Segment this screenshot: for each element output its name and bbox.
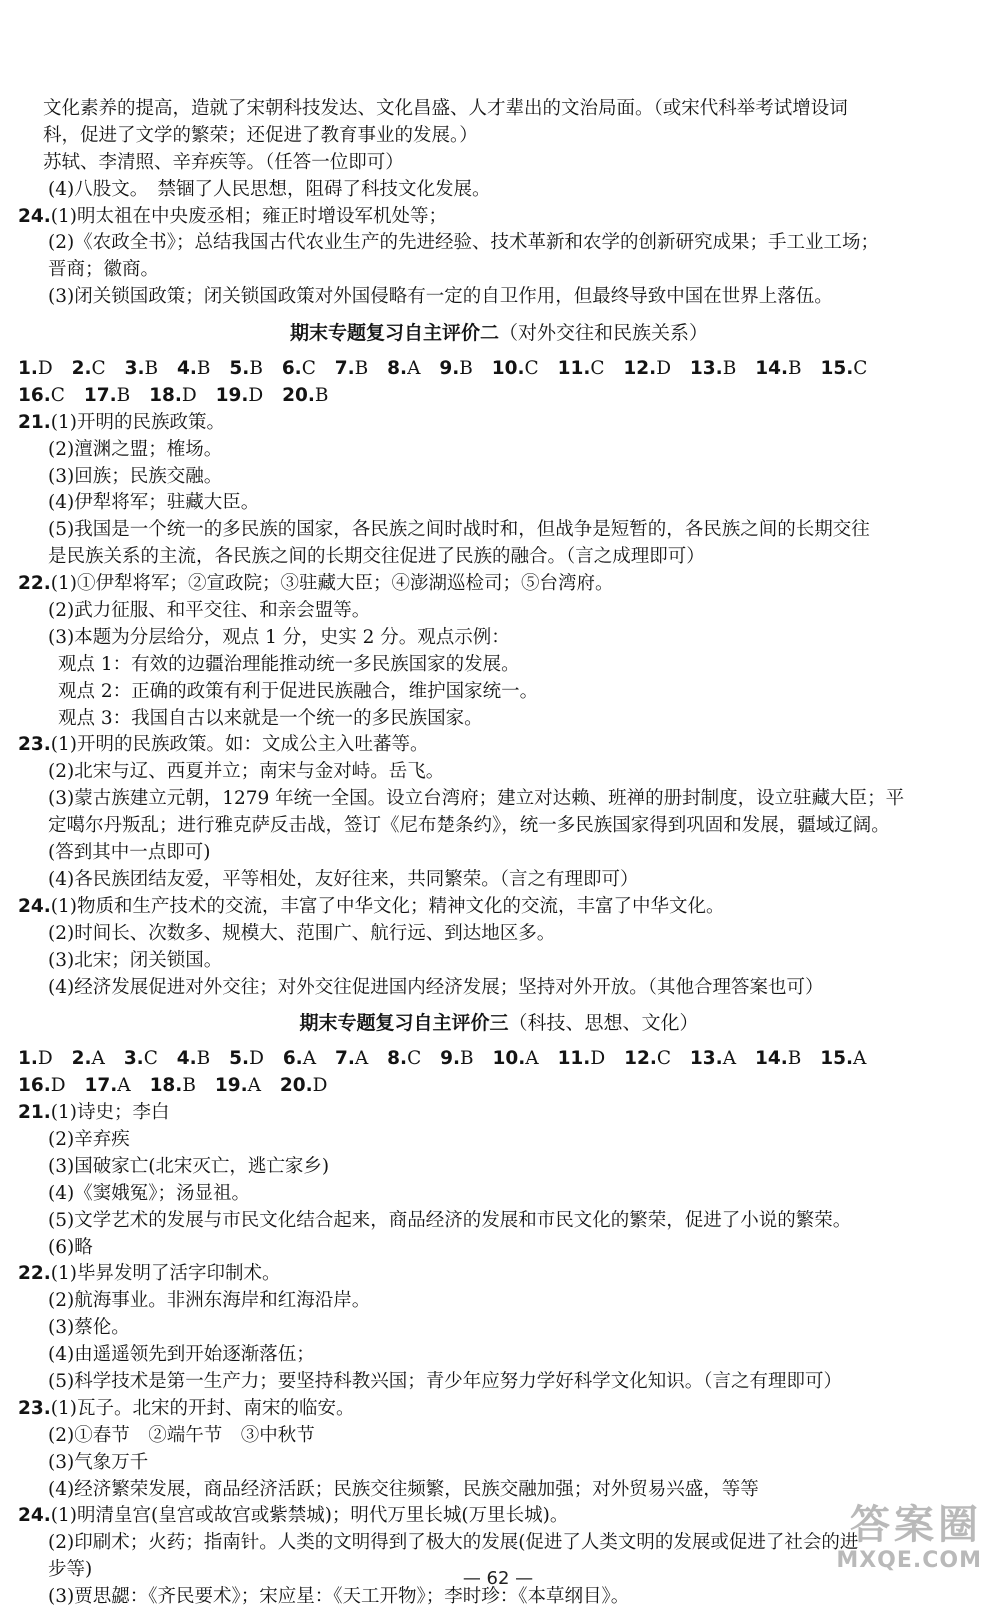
question-23-first-line: 23.(1)开明的民族政策。如：文成公主入吐蕃等。 — [18, 734, 429, 756]
text-line: (4)由遥遥领先到开始逐渐落伍； — [48, 1344, 315, 1366]
text-line: (6)略 — [48, 1236, 93, 1258]
question-24-first-line: 24.(1)物质和生产技术的交流，丰富了中华文化；精神文化的交流，丰富了中华文化。 — [18, 895, 725, 917]
text-line: (3)气象万千 — [48, 1451, 149, 1473]
text-line: (2)《农政全书》；总结我国古代农业生产的先进经验、技术革新和农学的创新研究成果；手工业工场； — [48, 232, 879, 254]
text-line: (5)我国是一个统一的多民族的国家，各民族之间时战时和，但战争是短暂的，各民族之间的长期交往 — [48, 519, 870, 541]
text-line: (答到其中一点即可) — [48, 842, 211, 864]
text-line: (2)①春节 ②端午节 ③中秋节 — [48, 1424, 315, 1446]
text-line: 苏轼、李清照、辛弃疾等。（任答一位即可） — [43, 151, 404, 173]
question-number: 24. — [18, 205, 51, 227]
watermark-logo-text: 答案圈 — [850, 1502, 982, 1548]
text-line: 定噶尔丹叛乱；进行雅克萨反击战，签订《尼布楚条约》，统一多民族国家得到巩固和发展，疆域辽阔。 — [48, 815, 890, 837]
text-line: 是民族关系的主流，各民族之间的长期交往促进了民族的融合。（言之成理即可） — [48, 546, 705, 568]
watermark-domain: MXQE.COM — [836, 1548, 982, 1573]
section-subtitle: （对外交往和民族关系） — [499, 322, 709, 345]
text-line: (4)《窦娥冤》；汤显祖。 — [48, 1182, 250, 1204]
text-line: (4)经济发展促进对外交往；对外交往促进国内经济发展；坚持对外开放。（其他合理答案也可） — [48, 976, 824, 998]
mc-answers-row: 16.D 17.A 18.B 19.A 20.D — [18, 1075, 328, 1097]
text-line: 步等) — [48, 1559, 93, 1581]
text-line: (2)澶渊之盟；榷场。 — [48, 438, 223, 460]
section-2-heading — [18, 320, 980, 347]
text-line: 科，促进了文学的繁荣；还促进了教育事业的发展。） — [43, 124, 478, 146]
question-23-first-line: 23.(1)瓦子。北宋的开封、南宋的临安。 — [18, 1397, 355, 1419]
text-line: (2)武力征服、和平交往、和亲会盟等。 — [48, 600, 371, 622]
text-line: 文化素养的提高，造就了宋朝科技发达、文化昌盛、人才辈出的文治局面。（或宋代科举考试增设词 — [43, 98, 848, 119]
question-24-first-line: 24.(1)明太祖在中央废丞相；雍正时增设军机处等； — [18, 205, 447, 227]
text-line: (2)航海事业。非洲东海岸和红海沿岸。 — [48, 1290, 371, 1312]
text-line: 观点 3：我国自古以来就是一个统一的多民族国家。 — [58, 707, 483, 729]
mc-answers-row: 16.C 17.B 18.D 19.D 20.B — [18, 384, 329, 406]
text-line: (3)蔡伦。 — [48, 1317, 130, 1339]
section-title: 期末专题复习自主评价二 — [289, 322, 499, 345]
watermark — [836, 1502, 982, 1573]
section-3-heading — [18, 1010, 980, 1037]
question-22-first-line: 22.(1)①伊犁将军；②宣政院；③驻藏大臣；④澎湖巡检司；⑤台湾府。 — [18, 573, 614, 595]
text-line: 观点 2：正确的政策有利于促进民族融合，维护国家统一。 — [58, 680, 539, 702]
text-line: (2)北宋与辽、西夏并立；南宋与金对峙。岳飞。 — [48, 761, 445, 783]
text-line: (3)国破家亡(北宋灭亡，逃亡家乡) — [48, 1155, 330, 1177]
text-line: (4)经济繁荣发展，商品经济活跃；民族交往频繁，民族交融加强；对外贸易兴盛，等等 — [48, 1478, 759, 1500]
text-line: (5)科学技术是第一生产力；要坚持科教兴国；青少年应努力学好科学文化知识。（言之有理即可） — [48, 1370, 842, 1392]
question-22-first-line: 22.(1)毕昇发明了活字印制术。 — [18, 1263, 281, 1285]
text-line: (3)本题为分层给分，观点 1 分，史实 2 分。观点示例： — [48, 626, 510, 648]
mc-answers-row: 1.D 2.A 3.C 4.B 5.D 6.A 7.A 8.C 9.B 10.A 11.D 12.C 13.A 14.B 15.A — [18, 1048, 867, 1070]
question-21-first-line: 21.(1)开明的民族政策。 — [18, 411, 225, 433]
text-line: (4)各民族团结友爱，平等相处，友好往来，共同繁荣。（言之有理即可） — [48, 868, 639, 890]
answer-page — [18, 96, 980, 1611]
text-line: (3)北宋；闭关锁国。 — [48, 949, 223, 971]
page-number: — 62 — — [462, 1568, 534, 1589]
question-21-first-line: 21.(1)诗史；李白 — [18, 1102, 170, 1124]
text-line: (3)蒙古族建立元朝，1279 年统一全国。设立台湾府；建立对达赖、班禅的册封制度，设立驻藏大臣；平 — [48, 788, 905, 810]
text-line: (2)辛弃疾 — [48, 1128, 130, 1150]
text-line: 观点 1：有效的边疆治理能推动统一多民族国家的发展。 — [58, 653, 520, 675]
text-line: (2)时间长、次数多、规模大、范围广、航行远、到达地区多。 — [48, 922, 556, 944]
text-line: (5)文学艺术的发展与市民文化结合起来，商品经济的发展和市民文化的繁荣，促进了小说的繁荣。 — [48, 1209, 852, 1231]
section-title: 期末专题复习自主评价三 — [299, 1012, 509, 1035]
text-line: (2)印刷术；火药；指南针。人类的文明得到了极大的发展(促进了人类文明的发展或促进了社会的进 — [48, 1532, 859, 1554]
text-line: (3)回族；民族交融。 — [48, 465, 223, 487]
text-line: (3)闭关锁国政策；闭关锁国政策对外国侵略有一定的自卫作用，但最终导致中国在世界上落伍。 — [48, 286, 833, 308]
text-line: (4)八股文。 禁锢了人民思想，阻碍了科技文化发展。 — [48, 178, 491, 200]
text-line: (4)伊犁将军；驻藏大臣。 — [48, 492, 260, 514]
section-subtitle: （科技、思想、文化） — [508, 1012, 699, 1035]
text-line: (3)贾思勰：《齐民要术》；宋应星：《天工开物》；李时珍：《本草纲目》。 — [48, 1586, 630, 1608]
text-line: 晋商；徽商。 — [48, 259, 160, 281]
question-24-first-line: 24.(1)明清皇宫(皇宫或故宫或紫禁城)；明代万里长城(万里长城)。 — [18, 1505, 569, 1527]
mc-answers-row: 1.D 2.C 3.B 4.B 5.B 6.C 7.B 8.A 9.B 10.C 11.C 12.D 13.B 14.B 15.C — [18, 358, 868, 380]
